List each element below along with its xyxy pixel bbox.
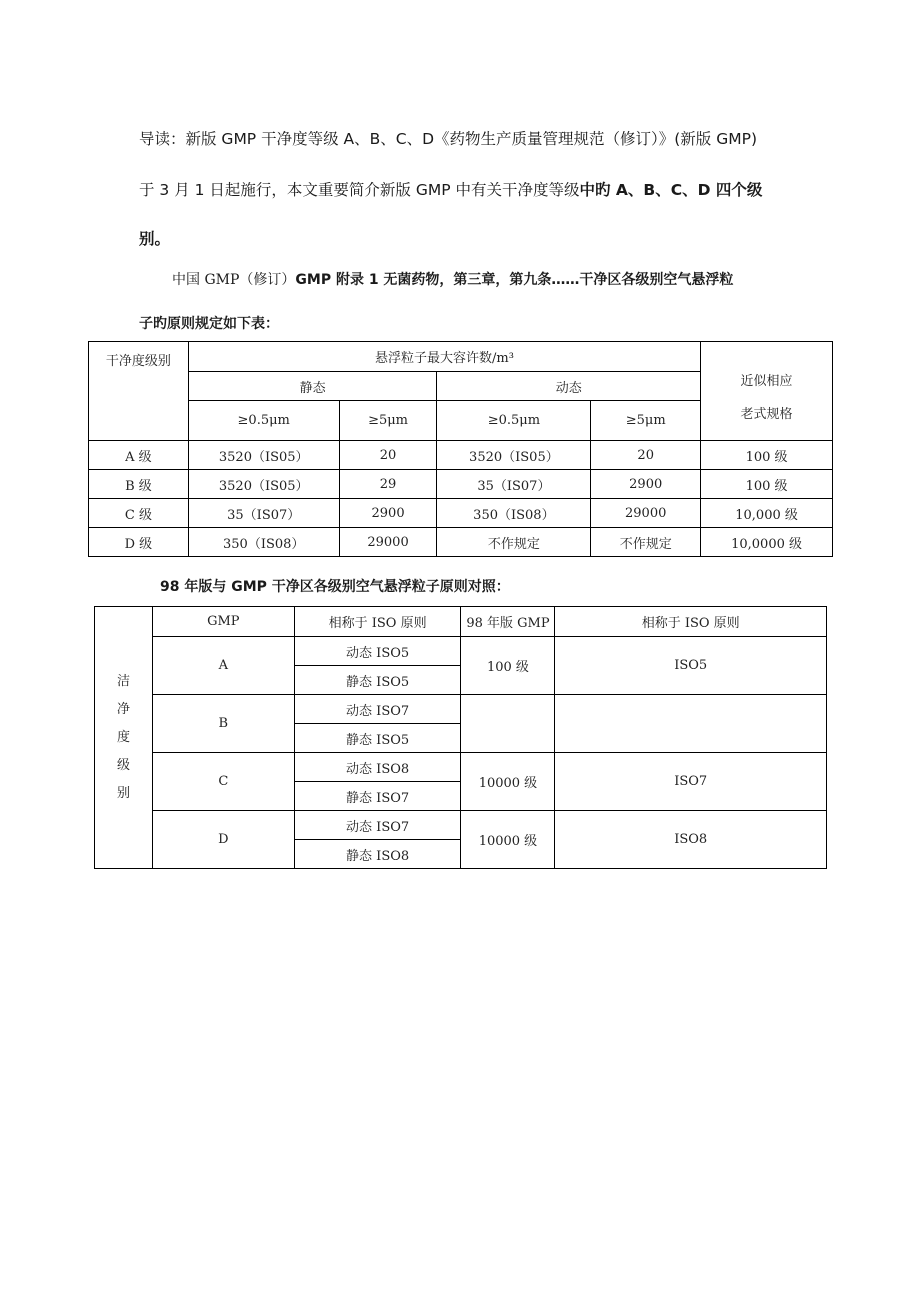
grade-cell: C — [152, 753, 294, 811]
particle-limits-table — [88, 341, 833, 557]
side-char: 别 — [116, 785, 130, 801]
table-cell: A 级 — [89, 441, 189, 470]
header-dynamic: 动态 — [437, 372, 701, 401]
header-gmp: GMP — [152, 607, 294, 637]
header-dynamic-5um: ≥5μm — [591, 401, 701, 441]
header-iso-equivalent-98: 相称于 ISO 原则 — [555, 607, 827, 637]
sub-cell: 静态 ISO5 — [294, 666, 461, 695]
iso-cell — [555, 695, 827, 753]
table-cell: 3520（IS05） — [437, 441, 591, 470]
iso-cell: ISO5 — [555, 637, 827, 695]
section2-title: 98 年版与 GMP 干净区各级别空气悬浮粒子原则对照： — [160, 579, 510, 595]
header-approx-line-1: 近似相应 — [740, 374, 793, 389]
table-row — [95, 753, 827, 782]
table-cell: 10,0000 级 — [701, 528, 833, 557]
header-static-05um: ≥0.5μm — [188, 401, 339, 441]
sub-cell: 动态 ISO7 — [294, 695, 461, 724]
table-cell: 不作规定 — [591, 528, 701, 557]
section1-bold: GMP 附录 1 无菌药物，第三章，第九条……干净区各级别空气悬浮粒 — [295, 272, 734, 288]
side-char: 净 — [116, 701, 130, 717]
grade-cell: A — [152, 637, 294, 695]
table-cell: 29 — [339, 470, 437, 499]
table-row — [89, 470, 833, 499]
table-row — [95, 695, 827, 724]
table-cell: 3520（IS05） — [188, 470, 339, 499]
gmp98-cell: 10000 级 — [461, 811, 555, 869]
table-row — [95, 811, 827, 840]
gmp98-cell: 10000 级 — [461, 753, 555, 811]
table-row — [89, 499, 833, 528]
intro-line-2-bold: 中旳 A、B、C、D 四个级 — [579, 181, 763, 199]
section1-prefix: 中国 GMP（修订） — [172, 272, 296, 288]
intro-line-3: 别。 — [139, 230, 171, 248]
side-char: 级 — [116, 757, 130, 773]
gmp98-cell — [461, 695, 555, 753]
sub-cell: 静态 ISO7 — [294, 782, 461, 811]
header-approx-standard — [701, 342, 833, 441]
header-dynamic-05um: ≥0.5μm — [437, 401, 591, 441]
table-cell: 35（IS07） — [188, 499, 339, 528]
gmp-comparison-table — [94, 606, 827, 869]
table-cell: 不作规定 — [437, 528, 591, 557]
intro-line-1: 导读：新版 GMP 干净度等级 A、B、C、D《药物生产质量管理规范（修订）》(新版 GMP) — [139, 130, 758, 148]
header-iso-equivalent: 相称于 ISO 原则 — [294, 607, 461, 637]
intro-line-2 — [139, 178, 762, 200]
table-cell: D 级 — [89, 528, 189, 557]
sub-cell: 静态 ISO8 — [294, 840, 461, 869]
table-cell: 35（IS07） — [437, 470, 591, 499]
sub-cell: 静态 ISO5 — [294, 724, 461, 753]
header-static: 静态 — [188, 372, 437, 401]
sub-cell: 动态 ISO7 — [294, 811, 461, 840]
gmp98-cell: 100 级 — [461, 637, 555, 695]
table-cell: 100 级 — [701, 441, 833, 470]
table-cell: C 级 — [89, 499, 189, 528]
side-char: 洁 — [116, 673, 130, 689]
table-cell: 350（IS08） — [188, 528, 339, 557]
iso-cell: ISO7 — [555, 753, 827, 811]
side-char: 度 — [116, 729, 130, 745]
table-cell: 29000 — [591, 499, 701, 528]
table-cell: 3520（IS05） — [188, 441, 339, 470]
sub-cell: 动态 ISO8 — [294, 753, 461, 782]
cleanliness-level-label — [95, 607, 153, 869]
header-max-particles: 悬浮粒子最大容许数/m³ — [188, 342, 700, 372]
table-cell: 100 级 — [701, 470, 833, 499]
table-row — [89, 528, 833, 557]
table-cell: 20 — [339, 441, 437, 470]
table-cell: 10,000 级 — [701, 499, 833, 528]
grade-cell: B — [152, 695, 294, 753]
table-cell: B 级 — [89, 470, 189, 499]
table-row — [95, 637, 827, 666]
header-static-5um: ≥5μm — [339, 401, 437, 441]
section1-line-2: 子旳原则规定如下表： — [139, 316, 279, 332]
table-row — [89, 441, 833, 470]
iso-cell: ISO8 — [555, 811, 827, 869]
section1-line-1 — [172, 269, 733, 289]
intro-line-2-normal: 于 3 月 1 日起施行，本文重要简介新版 GMP 中有关干净度等级 — [139, 181, 580, 199]
table-cell: 2900 — [591, 470, 701, 499]
table-cell: 29000 — [339, 528, 437, 557]
header-gmp-98: 98 年版 GMP — [461, 607, 555, 637]
header-approx-line-2: 老式规格 — [740, 407, 793, 422]
grade-cell: D — [152, 811, 294, 869]
sub-cell: 动态 ISO5 — [294, 637, 461, 666]
table-cell: 20 — [591, 441, 701, 470]
header-cleanliness-level: 干净度级别 — [89, 342, 189, 441]
table-cell: 350（IS08） — [437, 499, 591, 528]
table-cell: 2900 — [339, 499, 437, 528]
